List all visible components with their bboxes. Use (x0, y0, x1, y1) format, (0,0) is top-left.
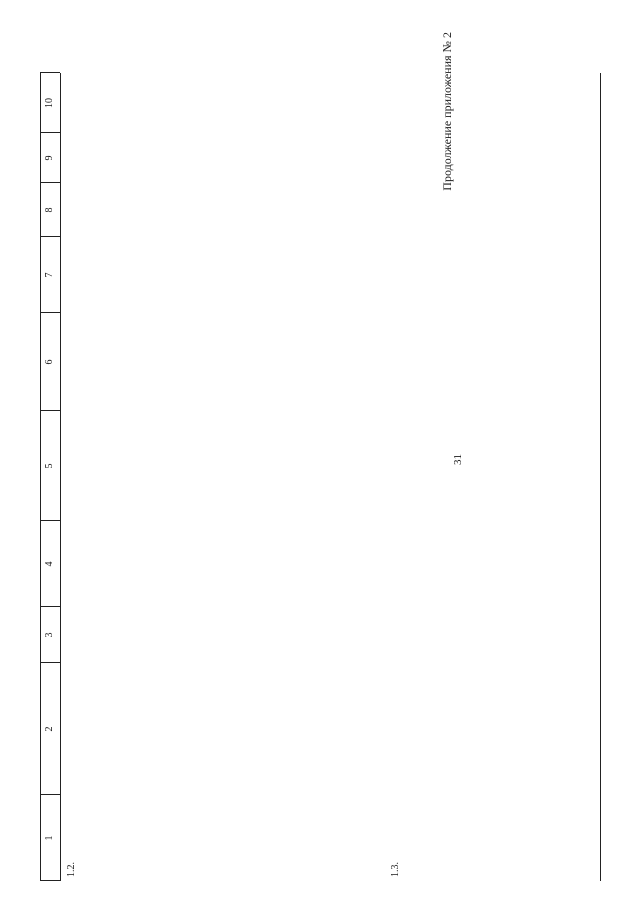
header-cell-5: 5 (44, 463, 55, 469)
header-cell-4: 4 (44, 561, 55, 567)
table-bottom-rule (600, 73, 601, 881)
header-top-rule (40, 73, 41, 881)
header-cell-8: 8 (44, 207, 55, 213)
header-cell-1: 1 (44, 835, 55, 841)
row-number: 1.3. (390, 862, 401, 877)
header-cell-3: 3 (44, 632, 55, 638)
header-cell-9: 9 (44, 155, 55, 161)
continuation-caption: Продолжение приложения № 2 (440, 32, 454, 191)
header-cell-10: 10 (44, 98, 55, 108)
row-number: 1.2. (66, 862, 77, 877)
header-cell-7: 7 (44, 272, 55, 278)
page-number: 31 (452, 454, 464, 465)
header-cell-6: 6 (44, 359, 55, 365)
header-bottom-rule (60, 73, 61, 881)
header-cell-2: 2 (44, 726, 55, 732)
